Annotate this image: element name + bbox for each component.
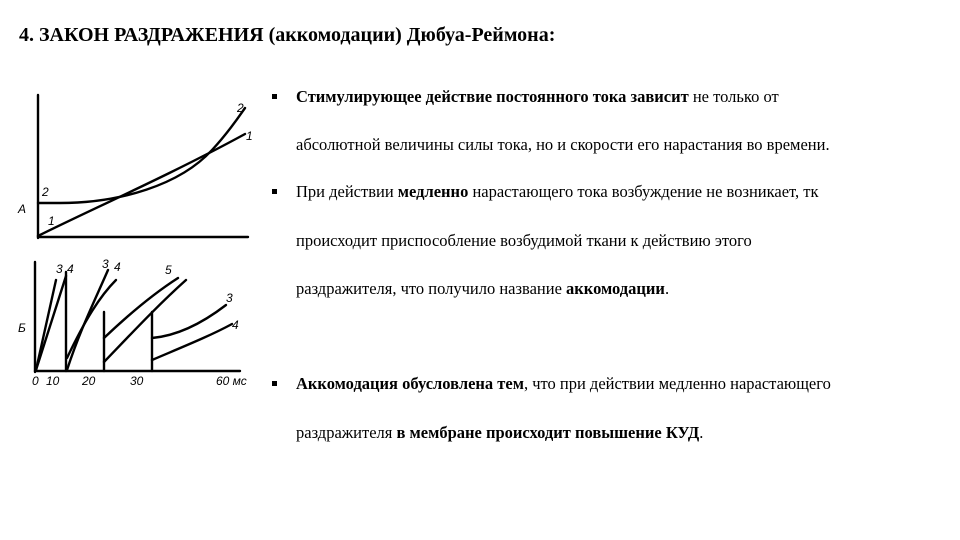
curve-label: 5 bbox=[165, 263, 172, 277]
text-span: , что при действии медленно нарастающего bbox=[523, 374, 831, 393]
panel-b-segment-4-curve-4 bbox=[152, 324, 232, 360]
curve-label: 3 bbox=[226, 291, 233, 305]
panel-b bbox=[35, 262, 240, 372]
text-line bbox=[296, 279, 669, 299]
curve-label: 2 bbox=[42, 185, 49, 199]
curve-label: 4 bbox=[67, 262, 74, 276]
text-bold: Аккомодация обусловлена тем bbox=[296, 374, 524, 393]
x-tick-label: 0 bbox=[32, 374, 39, 388]
square-bullet-icon bbox=[272, 189, 277, 194]
square-bullet-icon bbox=[272, 381, 277, 386]
text-bold: медленно bbox=[397, 182, 469, 201]
text-span: раздражителя bbox=[296, 423, 397, 442]
text-line bbox=[296, 135, 830, 155]
text-line bbox=[296, 374, 831, 394]
panel-b-segment-1-curve-4 bbox=[36, 276, 66, 370]
x-tick-label: 60 мс bbox=[216, 374, 247, 388]
panel-a-label: А bbox=[18, 202, 27, 216]
x-tick-label: 20 bbox=[82, 374, 96, 388]
text-line bbox=[296, 182, 819, 202]
x-tick-label: 10 bbox=[46, 374, 60, 388]
curve-label: 3 bbox=[102, 257, 109, 271]
panel-b-segment-1-curve-3 bbox=[36, 280, 56, 370]
text-span: При действии bbox=[296, 182, 398, 201]
curve-label: 1 bbox=[246, 129, 253, 143]
square-bullet-icon bbox=[272, 94, 277, 99]
slide-title: 4. ЗАКОН РАЗДРАЖЕНИЯ (аккомодации) Дюбуа-Реймона: bbox=[19, 24, 556, 46]
text-span: . bbox=[699, 423, 704, 442]
curve-label: 4 bbox=[114, 260, 121, 274]
text-bold: Стимулирующее действие постоянного тока зависит bbox=[296, 87, 689, 106]
text-bold: аккомодации bbox=[566, 279, 665, 298]
text-span: . bbox=[664, 279, 670, 298]
text-span: раздражителя, что получило название bbox=[296, 279, 567, 298]
accommodation-figure bbox=[0, 0, 270, 400]
panel-a-curve-1 bbox=[38, 134, 245, 236]
text-bold: в мембране происходит повышение КУД bbox=[396, 423, 700, 442]
panel-a bbox=[38, 95, 248, 238]
curve-label: 3 bbox=[56, 262, 63, 276]
text-span: нарастающего тока возбуждение не возникает, тк bbox=[468, 182, 819, 201]
panel-b-label: Б bbox=[18, 321, 26, 335]
text-line bbox=[296, 231, 752, 251]
text-line bbox=[296, 423, 703, 443]
panel-a-labels bbox=[17, 101, 253, 228]
text-span: происходит приспособление возбудимой ткани к действию этого bbox=[296, 231, 752, 250]
curve-label: 4 bbox=[232, 318, 239, 332]
text-span: абсолютной величины силы тока, но и скорости его нарастания во времени. bbox=[296, 135, 830, 154]
curve-label: 2 bbox=[237, 101, 244, 115]
panel-a-curve-2 bbox=[38, 108, 245, 203]
panel-b-segment-3-curve-5 bbox=[104, 278, 178, 338]
x-tick-label: 30 bbox=[130, 374, 144, 388]
text-span: не только от bbox=[688, 87, 779, 106]
curve-label: 1 bbox=[48, 214, 55, 228]
text-line bbox=[296, 87, 779, 107]
